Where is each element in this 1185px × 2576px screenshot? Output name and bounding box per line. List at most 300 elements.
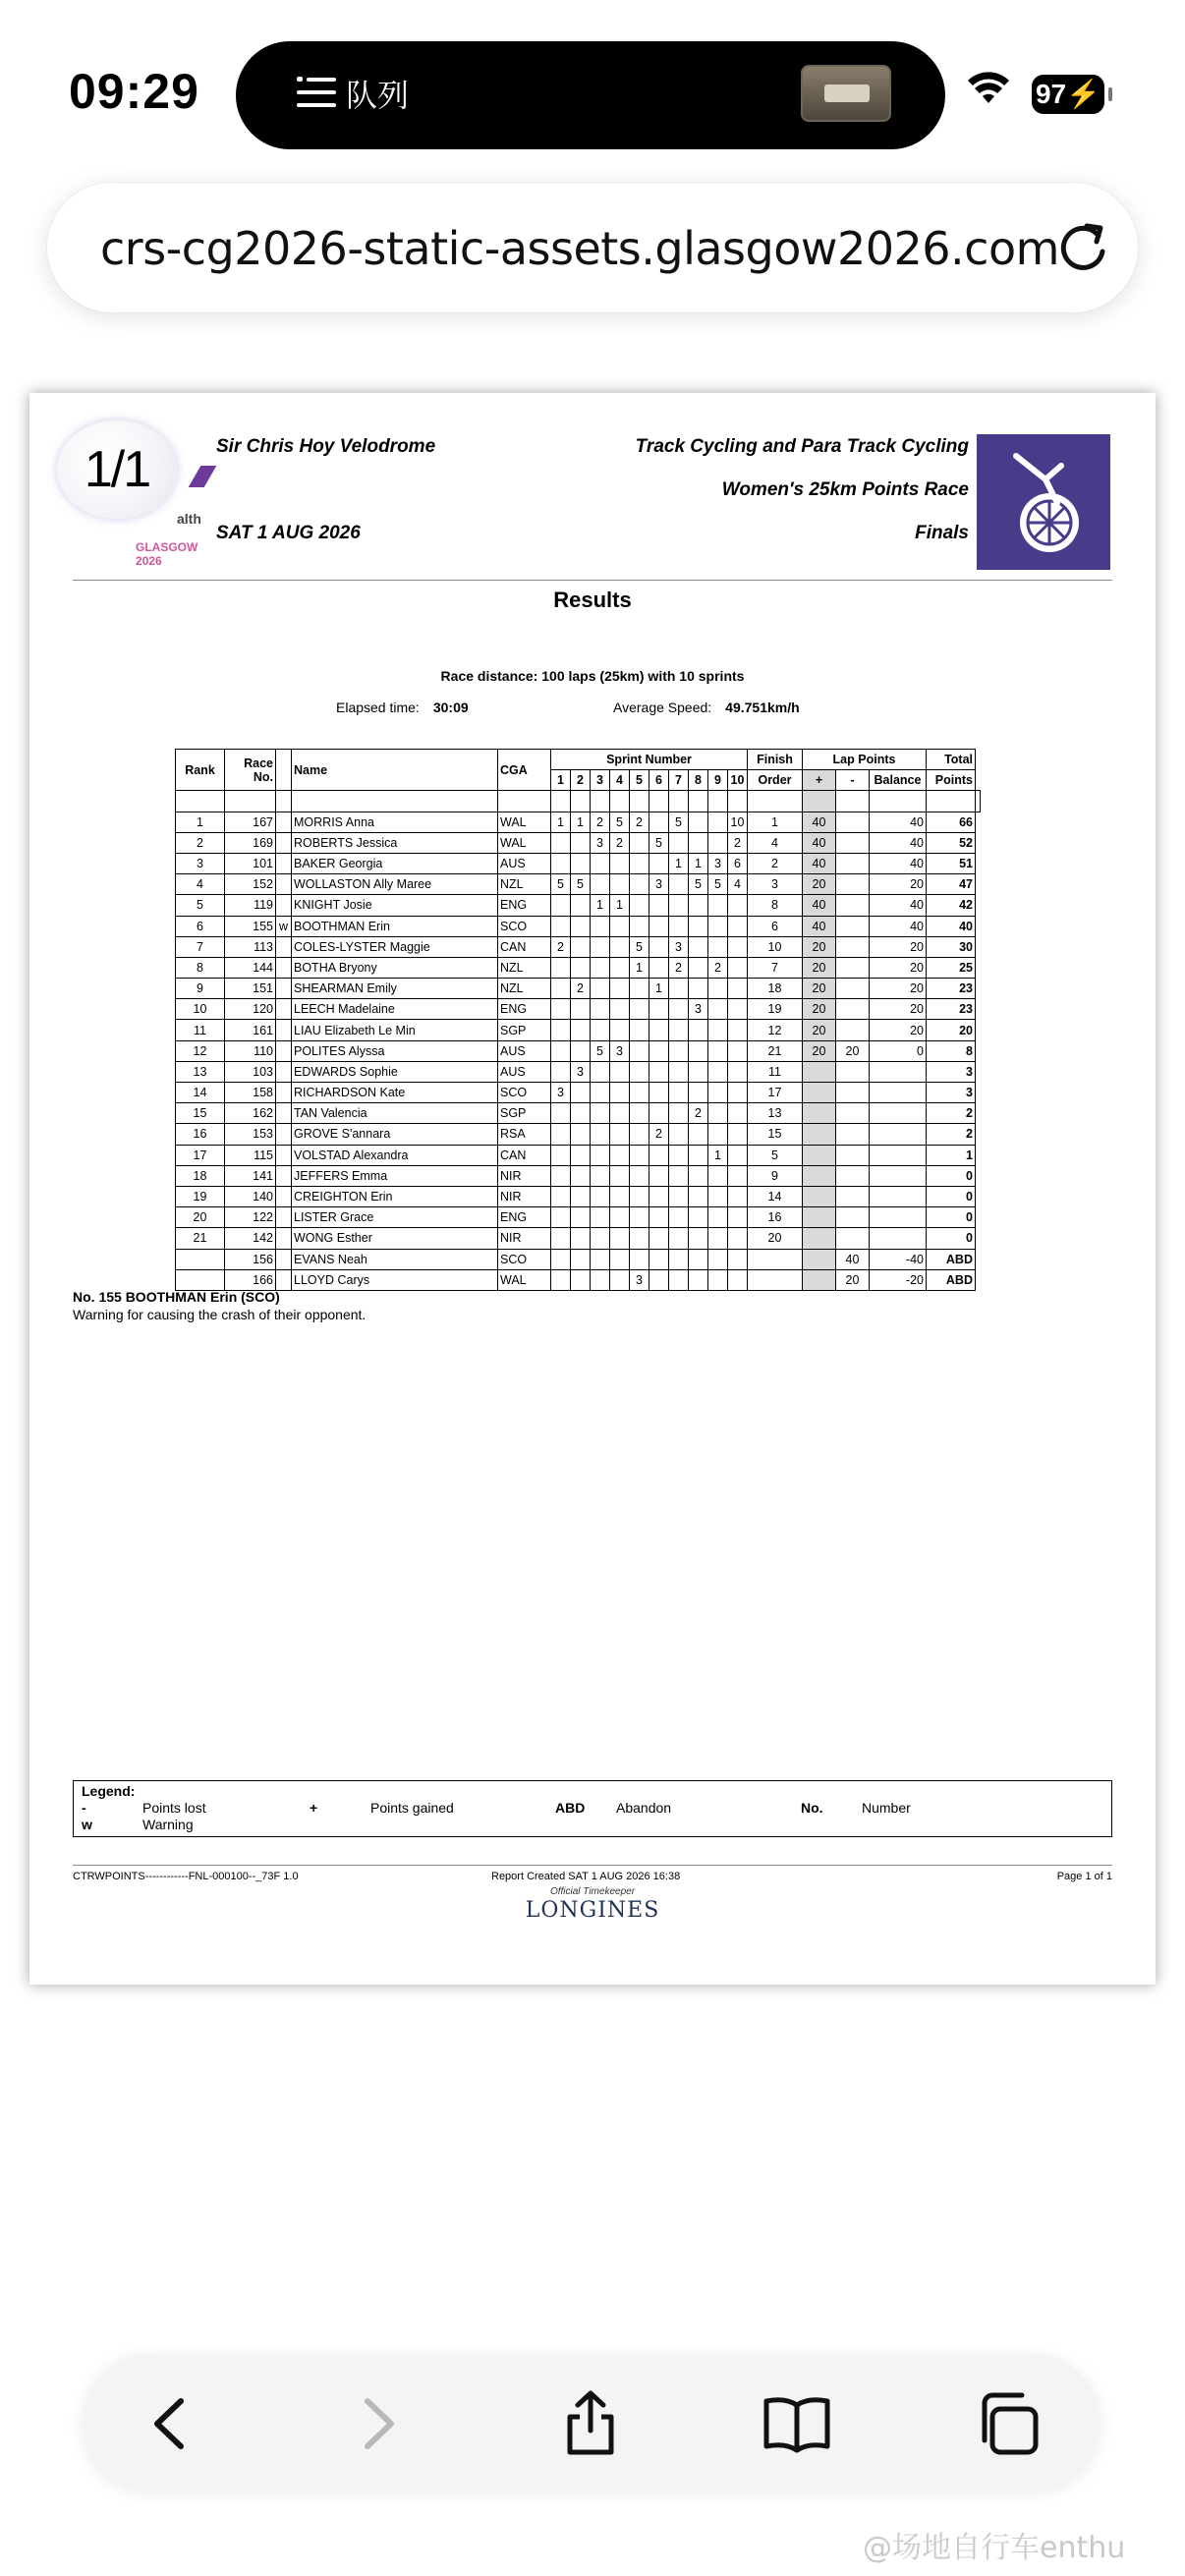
cell-sprint-7 xyxy=(669,874,689,895)
cell-tot: 51 xyxy=(927,853,976,873)
cell-sprint-2 xyxy=(571,1040,591,1061)
cell-fin: 9 xyxy=(748,1165,803,1186)
cell-tot: 1 xyxy=(927,1145,976,1165)
cell-w xyxy=(276,979,292,999)
cell-fin: 16 xyxy=(748,1207,803,1228)
cell-name: EDWARDS Sophie xyxy=(292,1061,498,1082)
cell-bal: -20 xyxy=(870,1269,927,1290)
cell-sprint-4 xyxy=(610,1207,630,1228)
cell-minus: 20 xyxy=(836,1040,870,1061)
table-row xyxy=(176,832,981,853)
col-sprint-1: 1 xyxy=(551,770,571,791)
cell-sprint-5 xyxy=(630,1040,649,1061)
cell-sprint-2 xyxy=(571,1124,591,1145)
cell-sprint-3 xyxy=(591,874,610,895)
cell-cga: NIR xyxy=(498,1186,551,1206)
col-plus: + xyxy=(803,770,836,791)
cell-sprint-4 xyxy=(610,874,630,895)
cell-plus: 20 xyxy=(803,874,836,895)
cell-sprint-5 xyxy=(630,999,649,1020)
cell-sprint-6 xyxy=(649,1165,669,1186)
cell-sprint-2 xyxy=(571,916,591,936)
cell-tot: 3 xyxy=(927,1061,976,1082)
cell-no: 156 xyxy=(225,1249,276,1269)
cell-tot: 42 xyxy=(927,895,976,916)
cell-sprint-7 xyxy=(669,832,689,853)
cell-name: ROBERTS Jessica xyxy=(292,832,498,853)
cell-fin: 10 xyxy=(748,936,803,957)
cell-sprint-6 xyxy=(649,1145,669,1165)
cell-cga: NZL xyxy=(498,957,551,978)
cell-rank: 14 xyxy=(176,1083,225,1103)
cell-sprint-8 xyxy=(689,979,708,999)
cell-plus: 20 xyxy=(803,1040,836,1061)
tabs-icon[interactable] xyxy=(971,2387,1044,2460)
status-bar xyxy=(0,0,1185,187)
cell-sprint-2 xyxy=(571,1249,591,1269)
cell-fin xyxy=(748,1269,803,1290)
cell-sprint-6 xyxy=(649,936,669,957)
cell-plus: 40 xyxy=(803,832,836,853)
cell-minus xyxy=(836,1103,870,1124)
cell-no: 167 xyxy=(225,812,276,832)
table-row xyxy=(176,1083,981,1103)
cell-no: 144 xyxy=(225,957,276,978)
col-sprint-6: 6 xyxy=(649,770,669,791)
cell-bal xyxy=(870,1207,927,1228)
cell-tot: 47 xyxy=(927,874,976,895)
cell-sprint-9 xyxy=(708,916,728,936)
cell-rank: 15 xyxy=(176,1103,225,1124)
cell-sprint-1 xyxy=(551,1145,571,1165)
cell-sprint-2 xyxy=(571,853,591,873)
battery-level: 97 xyxy=(1035,79,1067,109)
cell-sprint-4: 3 xyxy=(610,1040,630,1061)
cell-w xyxy=(276,1228,292,1249)
cell-sprint-2 xyxy=(571,1020,591,1040)
col-total: Total xyxy=(927,750,976,770)
cell-sprint-5 xyxy=(630,1083,649,1103)
cell-sprint-8 xyxy=(689,916,708,936)
cell-fin: 18 xyxy=(748,979,803,999)
cell-sprint-8 xyxy=(689,1040,708,1061)
cell-sprint-2 xyxy=(571,999,591,1020)
cell-plus xyxy=(803,1269,836,1290)
cell-minus xyxy=(836,812,870,832)
cell-sprint-8 xyxy=(689,1061,708,1082)
cell-sprint-5 xyxy=(630,1020,649,1040)
cell-name: BOTHA Bryony xyxy=(292,957,498,978)
cell-sprint-6 xyxy=(649,1186,669,1206)
cell-fin: 19 xyxy=(748,999,803,1020)
cell-no: 103 xyxy=(225,1061,276,1082)
cell-bal: 40 xyxy=(870,853,927,873)
cell-sprint-5 xyxy=(630,874,649,895)
cell-cga: AUS xyxy=(498,853,551,873)
cell-plus: 20 xyxy=(803,979,836,999)
cell-rank: 18 xyxy=(176,1165,225,1186)
url-text[interactable]: crs-cg2026-static-assets.glasgow2026.com xyxy=(100,222,1059,275)
cell-plus xyxy=(803,1165,836,1186)
cell-no: 113 xyxy=(225,936,276,957)
back-icon[interactable] xyxy=(136,2387,208,2460)
cell-sprint-10: 2 xyxy=(728,832,748,853)
cell-sprint-8 xyxy=(689,1145,708,1165)
cell-sprint-10 xyxy=(728,1269,748,1290)
cell-cga: WAL xyxy=(498,812,551,832)
cell-bal: 40 xyxy=(870,895,927,916)
cell-sprint-9 xyxy=(708,1269,728,1290)
cell-sprint-9 xyxy=(708,1124,728,1145)
cell-sprint-7 xyxy=(669,1165,689,1186)
cell-sprint-10 xyxy=(728,1083,748,1103)
watermark: @场地自行车enthu xyxy=(863,2531,1126,2565)
cell-fin: 4 xyxy=(748,832,803,853)
cell-name: CREIGHTON Erin xyxy=(292,1186,498,1206)
cell-w xyxy=(276,1165,292,1186)
cell-rank: 11 xyxy=(176,1020,225,1040)
table-row xyxy=(176,936,981,957)
cell-sprint-4 xyxy=(610,1145,630,1165)
cell-sprint-4 xyxy=(610,957,630,978)
status-time: 09:29 xyxy=(69,64,199,119)
cell-minus xyxy=(836,1061,870,1082)
cell-sprint-3 xyxy=(591,979,610,999)
cell-no: 155 xyxy=(225,916,276,936)
cell-sprint-9 xyxy=(708,1020,728,1040)
cell-tot: 8 xyxy=(927,1040,976,1061)
cell-sprint-8: 1 xyxy=(689,853,708,873)
cell-sprint-1 xyxy=(551,1020,571,1040)
cell-plus xyxy=(803,1145,836,1165)
col-cga: CGA xyxy=(498,750,551,791)
cell-minus xyxy=(836,895,870,916)
col-sprint-8: 8 xyxy=(689,770,708,791)
cell-sprint-3 xyxy=(591,1083,610,1103)
cell-tot: 25 xyxy=(927,957,976,978)
cell-name: WONG Esther xyxy=(292,1228,498,1249)
cell-sprint-9: 1 xyxy=(708,1145,728,1165)
games-logo: alth GLASGOW 2026 xyxy=(79,424,226,532)
cell-name: GROVE S'annara xyxy=(292,1124,498,1145)
cell-sprint-3: 2 xyxy=(591,812,610,832)
cell-name: MORRIS Anna xyxy=(292,812,498,832)
cell-sprint-4 xyxy=(610,1020,630,1040)
cell-sprint-2 xyxy=(571,1269,591,1290)
cell-sprint-2 xyxy=(571,1083,591,1103)
results-table xyxy=(175,749,981,1291)
bookmarks-icon[interactable] xyxy=(761,2387,833,2460)
share-icon[interactable] xyxy=(554,2387,627,2460)
cell-sprint-2: 3 xyxy=(571,1061,591,1082)
cell-sprint-7 xyxy=(669,1124,689,1145)
cell-tot: 2 xyxy=(927,1124,976,1145)
cell-sprint-9 xyxy=(708,979,728,999)
cell-sprint-8 xyxy=(689,1228,708,1249)
cell-fin xyxy=(748,1249,803,1269)
cell-sprint-9 xyxy=(708,1228,728,1249)
col-race-no: Race No. xyxy=(225,750,276,791)
cell-w xyxy=(276,1040,292,1061)
event-name: Women's 25km Points Race xyxy=(721,479,969,500)
cell-sprint-9 xyxy=(708,895,728,916)
cell-sprint-2 xyxy=(571,936,591,957)
cell-bal xyxy=(870,1228,927,1249)
cell-no: 119 xyxy=(225,895,276,916)
forward-icon[interactable] xyxy=(340,2387,413,2460)
cell-sprint-8 xyxy=(689,1020,708,1040)
col-order: Order xyxy=(748,770,803,791)
cell-minus xyxy=(836,1020,870,1040)
cell-rank xyxy=(176,1249,225,1269)
cell-w xyxy=(276,1269,292,1290)
cell-fin: 15 xyxy=(748,1124,803,1145)
cell-name: KNIGHT Josie xyxy=(292,895,498,916)
cell-sprint-9: 5 xyxy=(708,874,728,895)
col-rank: Rank xyxy=(176,750,225,791)
cell-plus: 40 xyxy=(803,853,836,873)
table-row xyxy=(176,916,981,936)
cell-sprint-10: 10 xyxy=(728,812,748,832)
footer-report-created: Report Created SAT 1 AUG 2026 16:38 xyxy=(491,1871,681,1882)
cell-minus xyxy=(836,1165,870,1186)
cell-cga: NIR xyxy=(498,1228,551,1249)
cell-plus xyxy=(803,1061,836,1082)
cell-sprint-2 xyxy=(571,1103,591,1124)
cell-sprint-9 xyxy=(708,1083,728,1103)
cell-sprint-4 xyxy=(610,1228,630,1249)
cell-sprint-5: 1 xyxy=(630,957,649,978)
table-row xyxy=(176,999,981,1020)
cell-name: BAKER Georgia xyxy=(292,853,498,873)
cell-sprint-1: 2 xyxy=(551,936,571,957)
cell-no: 161 xyxy=(225,1020,276,1040)
cell-w xyxy=(276,1249,292,1269)
cell-tot: 66 xyxy=(927,812,976,832)
dynamic-island[interactable] xyxy=(236,41,945,149)
browser-toolbar xyxy=(83,2354,1100,2492)
col-balance: Balance xyxy=(870,770,927,791)
cell-bal xyxy=(870,1061,927,1082)
cell-cga: ENG xyxy=(498,895,551,916)
cell-sprint-3 xyxy=(591,853,610,873)
cell-sprint-4 xyxy=(610,979,630,999)
cell-sprint-2 xyxy=(571,832,591,853)
cell-sprint-5 xyxy=(630,916,649,936)
cell-sprint-6 xyxy=(649,1083,669,1103)
official-timekeeper-label: Official Timekeeper xyxy=(549,1886,636,1897)
cell-sprint-6 xyxy=(649,895,669,916)
cell-sprint-1 xyxy=(551,895,571,916)
cell-sprint-10 xyxy=(728,1040,748,1061)
cell-sprint-2 xyxy=(571,957,591,978)
cell-sprint-8 xyxy=(689,1165,708,1186)
table-row xyxy=(176,1124,981,1145)
cell-sprint-3: 5 xyxy=(591,1040,610,1061)
cell-tot: 52 xyxy=(927,832,976,853)
cell-plus: 40 xyxy=(803,812,836,832)
table-row xyxy=(176,812,981,832)
cell-sprint-10 xyxy=(728,979,748,999)
cell-sprint-2: 5 xyxy=(571,874,591,895)
cell-sprint-1 xyxy=(551,1124,571,1145)
cell-sprint-1 xyxy=(551,979,571,999)
cell-sprint-6 xyxy=(649,1207,669,1228)
cell-tot: 23 xyxy=(927,999,976,1020)
cell-bal: 40 xyxy=(870,832,927,853)
reload-icon[interactable] xyxy=(1053,216,1112,277)
cell-w xyxy=(276,1061,292,1082)
cell-bal xyxy=(870,1165,927,1186)
col-sprint-5: 5 xyxy=(630,770,649,791)
pdf-page[interactable] xyxy=(29,393,1156,1985)
cell-sprint-1 xyxy=(551,1061,571,1082)
cell-w xyxy=(276,853,292,873)
note-title: No. 155 BOOTHMAN Erin (SCO) xyxy=(73,1289,280,1305)
cell-sprint-9 xyxy=(708,1249,728,1269)
cell-sprint-1 xyxy=(551,1103,571,1124)
cell-sprint-3 xyxy=(591,1228,610,1249)
cell-no: 162 xyxy=(225,1103,276,1124)
cell-rank: 9 xyxy=(176,979,225,999)
queue-label: 队列 xyxy=(346,77,410,114)
cell-sprint-7: 3 xyxy=(669,936,689,957)
cell-sprint-9: 2 xyxy=(708,957,728,978)
cell-plus: 20 xyxy=(803,957,836,978)
cell-minus xyxy=(836,832,870,853)
cell-tot: ABD xyxy=(927,1269,976,1290)
cell-sprint-5 xyxy=(630,1228,649,1249)
table-spacer-row xyxy=(176,791,981,812)
cell-rank xyxy=(176,1269,225,1290)
cell-plus xyxy=(803,1207,836,1228)
footer-page: Page 1 of 1 xyxy=(1056,1871,1112,1882)
cell-sprint-5 xyxy=(630,1124,649,1145)
cell-rank: 10 xyxy=(176,999,225,1020)
cell-sprint-1 xyxy=(551,1269,571,1290)
cell-plus xyxy=(803,1228,836,1249)
cell-w xyxy=(276,812,292,832)
table-row xyxy=(176,895,981,916)
cell-fin: 7 xyxy=(748,957,803,978)
sport-name: Track Cycling and Para Track Cycling xyxy=(635,436,969,457)
cell-plus xyxy=(803,1124,836,1145)
cell-w xyxy=(276,1207,292,1228)
cell-sprint-6: 1 xyxy=(649,979,669,999)
table-row xyxy=(176,1145,981,1165)
cell-fin: 2 xyxy=(748,853,803,873)
cell-fin: 5 xyxy=(748,1145,803,1165)
cell-sprint-3: 1 xyxy=(591,895,610,916)
cell-sprint-4 xyxy=(610,1103,630,1124)
cell-minus xyxy=(836,999,870,1020)
cell-plus xyxy=(803,1083,836,1103)
cell-rank: 20 xyxy=(176,1207,225,1228)
cell-tot: ABD xyxy=(927,1249,976,1269)
battery-icon: 97⚡ xyxy=(1032,75,1104,114)
col-points: Points xyxy=(927,770,976,791)
cell-sprint-9 xyxy=(708,1165,728,1186)
cell-sprint-9 xyxy=(708,999,728,1020)
cell-no: 122 xyxy=(225,1207,276,1228)
cell-bal: 20 xyxy=(870,957,927,978)
cell-sprint-7 xyxy=(669,1228,689,1249)
col-sprint-7: 7 xyxy=(669,770,689,791)
cell-w xyxy=(276,1186,292,1206)
cell-sprint-10 xyxy=(728,916,748,936)
cell-w xyxy=(276,957,292,978)
cell-cga: CAN xyxy=(498,936,551,957)
cell-sprint-2 xyxy=(571,1186,591,1206)
cell-sprint-3 xyxy=(591,957,610,978)
cell-sprint-2: 1 xyxy=(571,812,591,832)
cell-sprint-10 xyxy=(728,1249,748,1269)
cycling-pictogram-icon xyxy=(977,434,1110,570)
cell-sprint-5 xyxy=(630,832,649,853)
address-bar[interactable] xyxy=(47,183,1138,312)
cell-rank: 12 xyxy=(176,1040,225,1061)
cell-name: VOLSTAD Alexandra xyxy=(292,1145,498,1165)
cell-sprint-4 xyxy=(610,936,630,957)
cell-bal: 20 xyxy=(870,999,927,1020)
cell-minus xyxy=(836,1207,870,1228)
cell-fin: 6 xyxy=(748,916,803,936)
cell-sprint-3 xyxy=(591,1145,610,1165)
cell-sprint-7: 5 xyxy=(669,812,689,832)
cell-cga: CAN xyxy=(498,1145,551,1165)
cell-no: 158 xyxy=(225,1083,276,1103)
cell-name: SHEARMAN Emily xyxy=(292,979,498,999)
cell-sprint-6 xyxy=(649,1249,669,1269)
cell-sprint-2 xyxy=(571,895,591,916)
cell-sprint-10 xyxy=(728,1145,748,1165)
col-sprint-9: 9 xyxy=(708,770,728,791)
cell-fin: 12 xyxy=(748,1020,803,1040)
cell-sprint-3 xyxy=(591,1207,610,1228)
cell-minus xyxy=(836,916,870,936)
cell-plus: 20 xyxy=(803,999,836,1020)
cell-sprint-4 xyxy=(610,1186,630,1206)
cell-name: LLOYD Carys xyxy=(292,1269,498,1290)
col-name: Name xyxy=(292,750,498,791)
col-sprint-4: 4 xyxy=(610,770,630,791)
col-finish: Finish xyxy=(748,750,803,770)
cell-fin: 20 xyxy=(748,1228,803,1249)
cell-w xyxy=(276,1124,292,1145)
results-title: Results xyxy=(553,588,632,612)
cell-sprint-4 xyxy=(610,1165,630,1186)
cell-no: 142 xyxy=(225,1228,276,1249)
cell-sprint-6 xyxy=(649,812,669,832)
cell-sprint-10 xyxy=(728,1103,748,1124)
cell-sprint-10: 4 xyxy=(728,874,748,895)
cell-minus: 40 xyxy=(836,1249,870,1269)
cell-cga: NZL xyxy=(498,979,551,999)
cell-cga: SCO xyxy=(498,1249,551,1269)
cell-name: LIAU Elizabeth Le Min xyxy=(292,1020,498,1040)
cell-no: 151 xyxy=(225,979,276,999)
cell-sprint-4 xyxy=(610,916,630,936)
cell-sprint-4: 2 xyxy=(610,832,630,853)
cell-sprint-5 xyxy=(630,1249,649,1269)
cell-no: 110 xyxy=(225,1040,276,1061)
cell-sprint-10: 6 xyxy=(728,853,748,873)
cell-bal: 20 xyxy=(870,936,927,957)
cell-minus xyxy=(836,1186,870,1206)
cell-sprint-8 xyxy=(689,832,708,853)
cell-cga: SCO xyxy=(498,916,551,936)
cell-rank: 2 xyxy=(176,832,225,853)
